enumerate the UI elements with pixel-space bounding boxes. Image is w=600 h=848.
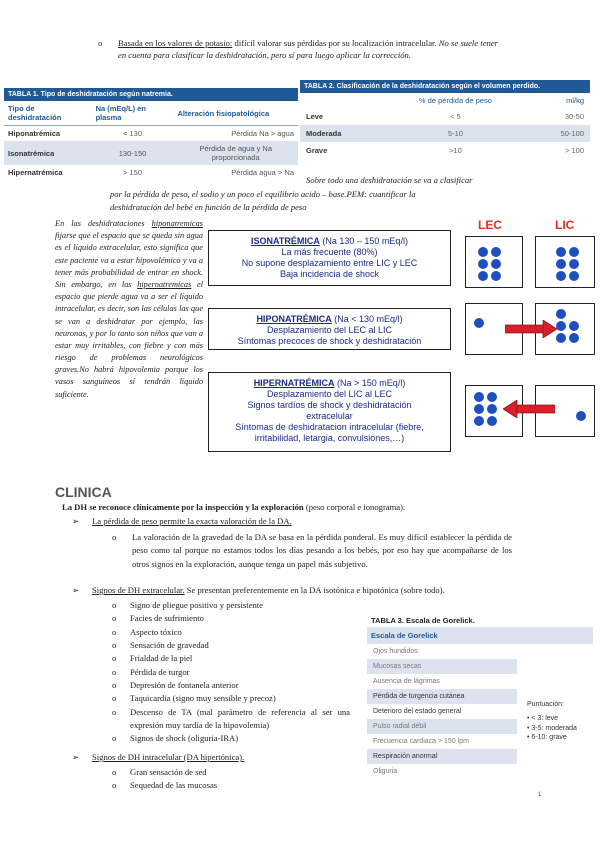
table-cell: 130-150 [92, 141, 174, 165]
box-hiponatremica [208, 308, 451, 350]
section-2-title: ➢ Signos de DH extracelular. Se presentan preferentemente en la DA isotónica e hipotónica (sobre todo). [72, 585, 445, 595]
gorelick-score [527, 700, 577, 743]
arrow-bullet-icon: ➢ [72, 752, 80, 762]
list-item: o Pérdida de turgor [112, 666, 190, 677]
table-cell: < 130 [123, 129, 143, 138]
list-item: o Gran sensación de sed [112, 767, 207, 777]
table-cell: Pérdida agua > Na [231, 168, 294, 177]
label-lic: LIC [555, 218, 575, 232]
table-cell: Pérdida de agua y Na proporcionada [174, 141, 299, 165]
left-column-text [55, 218, 203, 401]
table-1 [4, 88, 298, 180]
section-1-title: ➢ La pérdida de peso permite la exacta valoración de la DA. [72, 516, 292, 526]
solute-dot [474, 392, 484, 402]
table-cell: Hiponatrémica [8, 129, 61, 138]
left-underline-hipo: hiponatremicas [151, 219, 203, 228]
table-2-header: % de pérdida de peso [418, 96, 492, 105]
solute-dot [556, 247, 566, 257]
table-row [4, 165, 298, 180]
table-row: Ausencia de lágrimas [373, 678, 440, 685]
solute-dot [478, 247, 488, 257]
box-title: HIPONATRÉMICA [256, 314, 332, 324]
table-cell: Isonatrémica [4, 141, 92, 165]
clinica-lead [62, 502, 405, 512]
left-underline-hiper: hipernatremicas [137, 279, 192, 289]
solute-dot [569, 259, 579, 269]
table-row: Frecuencia cardiaca > 150 lpm [373, 738, 469, 745]
box-line: irritabilidad, letargia, convulsiones,…) [254, 432, 405, 443]
table-cell: 50-100 [529, 125, 590, 142]
arrow-bullet-icon: ➢ [72, 585, 80, 595]
box-line: extracelular [306, 410, 353, 421]
table-row [300, 125, 590, 142]
solute-dot [556, 259, 566, 269]
table-1-title: TABLA 1. Tipo de deshidratación según natremia. [4, 88, 298, 101]
table-row: Pérdida de turgencia cutánea [367, 689, 593, 704]
box-range: (Na > 150 mEq/l) [334, 378, 406, 388]
box-range: (Na 130 – 150 mEq/l) [319, 236, 408, 246]
table-row: Deterioro del estado general [373, 708, 462, 715]
note-line-1: Sobre todo una deshidratación se va a clasificar [306, 175, 473, 185]
solute-dot [474, 318, 484, 328]
section-2-list [112, 599, 352, 745]
table-2 [300, 80, 590, 159]
solute-dot [478, 271, 488, 281]
label-lec: LEC [478, 218, 502, 232]
table-3 [367, 614, 593, 779]
intro-item [98, 38, 498, 61]
list-item: o Facies de sufrimiento [112, 613, 204, 624]
list-item: o Depresión de fontanela anterior [112, 679, 239, 690]
arrow-left-icon [503, 400, 555, 418]
solute-dot [474, 416, 484, 426]
table-cell: > 100 [565, 146, 584, 155]
solute-dot [556, 271, 566, 281]
solute-dot [478, 259, 488, 269]
section-3-title: ➢ Signos de DH intracelular (DA hipertónica). [72, 752, 245, 762]
solute-dot [569, 333, 579, 343]
table-cell: Hipernatrémica [8, 168, 63, 177]
solute-dot [569, 321, 579, 331]
box-line: Desplazamiento del LIC al LEC [266, 388, 393, 399]
left-text-c: el espacio que pierde agua va a ser el líquido intracelular, es decir, son las células las que se van a deshidratar por ejemplo, las neuronas, y por lo tanto son niños que van a estar muy irritables, con fiebre y con más riesgo de problemas neurológicos graves.No habrá hipovolemia porque los vasos sanguíneos sí tendrán líquido suficiente. [55, 279, 203, 399]
clinica-lead-bold: La DH se reconoce clínicamente por la inspección y la exploración [62, 502, 304, 512]
table-1-header: Alteración fisiopatológica [174, 101, 299, 126]
box-hipernatremica [208, 372, 451, 452]
intro-text: difícil valorar sus pérdidas por su localización intracelular. [232, 38, 439, 48]
bullet-o-icon: o [112, 532, 117, 542]
score-item: • 3-5: moderada [527, 724, 577, 732]
list-item: o Frialdad de la piel [112, 653, 193, 664]
section-3-list [112, 766, 217, 793]
table-cell: Pérdida Na > agua [231, 129, 294, 138]
table-1-header: Na (mEq/L) en plasma [92, 101, 174, 126]
box-line: La más frecuente (80%) [281, 246, 378, 257]
table-cell: Moderada [300, 125, 382, 142]
left-text-b: fijarse que el espacio que se queda sin agua es el líquido extracelular, esto significa que este paciente va a estar hipovolémico y va a tener más probabilidad de entrar en shock. Sin embargo, en las [55, 231, 203, 289]
table-cell: Grave [306, 146, 328, 155]
table-2-title: TABLA 2. Clasificación de la deshidratación según el volumen perdido. [300, 80, 590, 93]
arrow-bullet-icon: ➢ [72, 516, 80, 526]
clinica-lead-rest: (peso corporal e ionograma). [303, 502, 406, 512]
bullet-o-icon: o [98, 38, 103, 48]
section-1-text: o La valoración de la gravedad de la DA se basa en la pérdida ponderal. Es muy difícil establecer la pérdida de peso como tal porque no estamos todos los días pesando a los bebés, por eso hay que acompañarse de los otros signos en la exploración, aunque tenga un papel más subjetivo. [112, 532, 512, 569]
score-item: • < 3: leve [527, 715, 559, 723]
table-row: Pulso radial débil [367, 719, 593, 734]
box-title: ISONATRÉMICA [251, 236, 320, 246]
list-item: o Sequedad de las mucosas [112, 780, 218, 791]
solute-dot [576, 411, 586, 421]
intro-italic: No se suele tener en cuenta para clasificar la deshidratación, pero sí para luego aplicar la corrección. [118, 38, 498, 60]
box-range: (Na < 130 mEq/l) [331, 314, 403, 324]
table-cell: Leve [306, 112, 324, 121]
table-cell: > 150 [123, 168, 143, 177]
note-line-2: por la pérdida de peso, el sodio y un poco el equilibrio acido – base.PEM: cuantificar la [110, 189, 416, 199]
list-item: o Aspecto tóxico [112, 626, 182, 637]
box-isonatremica [208, 230, 451, 286]
arrow-right-icon [505, 320, 557, 338]
left-text-a: En las deshidrataciones [55, 219, 152, 228]
score-title: Puntuación: [527, 701, 564, 708]
solute-dot [491, 247, 501, 257]
list-item: o Taquicardia (signo muy sensible y precoz) [112, 693, 276, 704]
note-line-3: deshidratación del bebé en función de la pérdida de peso [110, 202, 307, 212]
list-item: o Signo de pliegue positivo y persistente [112, 600, 263, 610]
compartment-lec-iso [465, 236, 523, 288]
solute-dot [569, 271, 579, 281]
box-line: No supone desplazamiento entre LIC y LEC [241, 257, 418, 268]
solute-dot [487, 392, 497, 402]
clinica-heading: CLINICA [55, 484, 112, 500]
table-row [300, 108, 590, 125]
box-line: Desplazamiento del LEC al LIC [266, 324, 393, 335]
list-item: o Descenso de TA (mal parámetro de referencia al ser una expresión muy tardía de la hipovolemia) [112, 706, 350, 730]
solute-dot [491, 259, 501, 269]
table-2-header: ml/kg [566, 96, 584, 105]
list-item: o Signos de shock (oliguria-IRA) [112, 733, 239, 744]
table-row: Mucosas secas [367, 659, 593, 674]
table-row [4, 141, 298, 165]
table-3-title: TABLA 3. Escala de Gorelick. [371, 616, 475, 625]
solute-dot [474, 404, 484, 414]
table-row: Ojos hundidos [373, 648, 418, 655]
table-row [300, 142, 590, 159]
compartment-lic-iso [535, 236, 595, 288]
box-line: Signos tardíos de shock y deshidratación [247, 399, 412, 410]
box-line: Baja incidencia de shock [279, 268, 380, 279]
solute-dot [491, 271, 501, 281]
list-item: o Sensación de gravedad [112, 639, 209, 650]
table-row [4, 126, 298, 142]
solute-dot [556, 321, 566, 331]
solute-dot [556, 333, 566, 343]
table-row: Oliguria [373, 768, 398, 775]
page-mark: 1 [538, 792, 542, 798]
table-cell: < 5 [450, 112, 461, 121]
table-2-header [300, 93, 382, 108]
score-item: • 6-10: grave [527, 734, 567, 742]
box-line: Síntomas de deshidratacion intracelular (fiebre, [235, 421, 424, 432]
table-cell: 30-50 [564, 112, 584, 121]
table-cell: >10 [449, 146, 462, 155]
box-title: HIPERNATRÉMICA [253, 378, 335, 388]
solute-dot [556, 309, 566, 319]
table-1-header: Tipo de deshidratación [4, 101, 92, 126]
solute-dot [569, 247, 579, 257]
solute-dot [487, 404, 497, 414]
solute-dot [487, 416, 497, 426]
intro-lead: Basada en los valores de potasio: [118, 38, 233, 48]
table-cell: 5-10 [382, 125, 529, 142]
table-row: Respiración anormal [367, 749, 593, 764]
table-3-subtitle: Escala de Gorelick [367, 627, 593, 644]
box-line: Síntomas precoces de shock y deshidratación [237, 335, 422, 346]
